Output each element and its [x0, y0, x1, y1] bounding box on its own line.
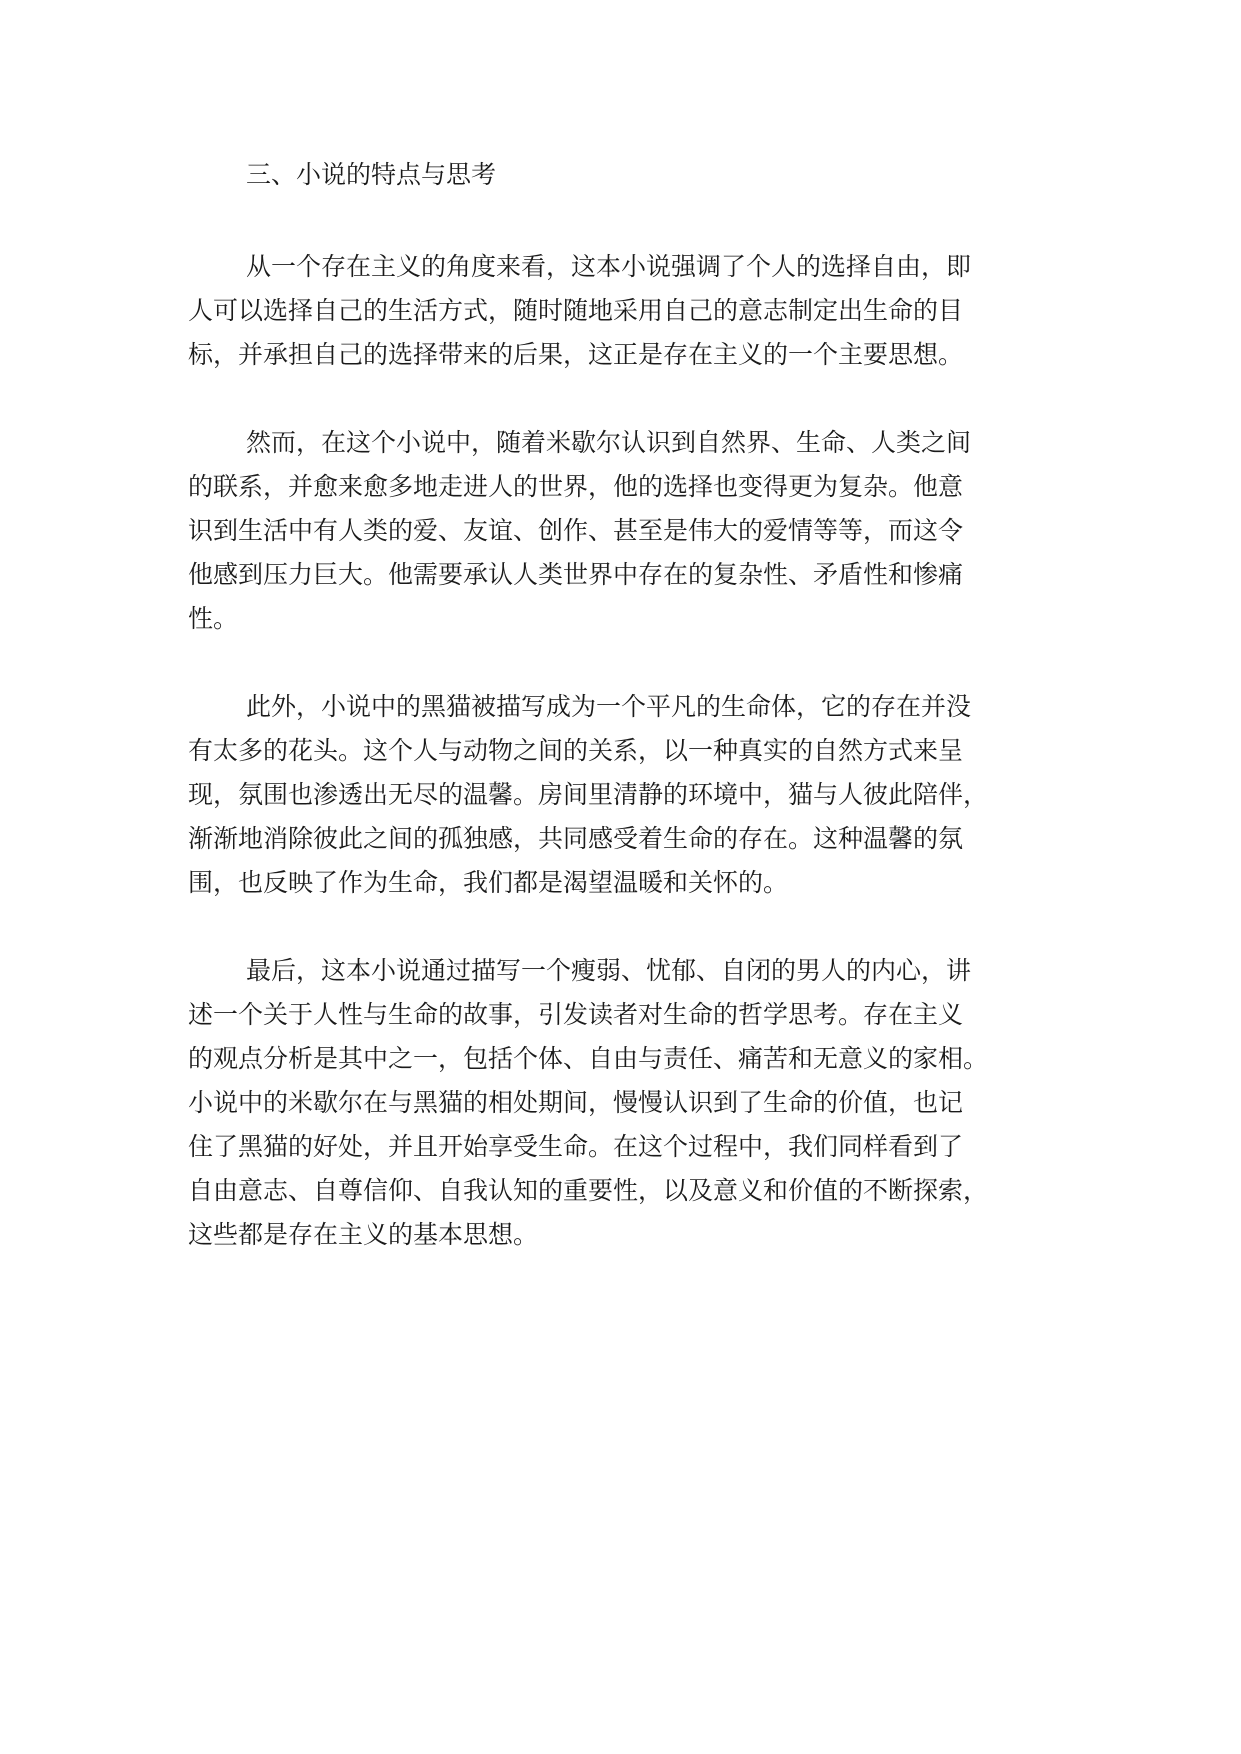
paragraph-line: 现，氛围也渗透出无尽的温馨。房间里清静的环境中，猫与人彼此陪伴，: [188, 780, 989, 809]
paragraph-line: 最后，这本小说通过描写一个瘦弱、忧郁、自闭的男人的内心，讲: [246, 956, 972, 985]
paragraph-line: 围，也反映了作为生命，我们都是渴望温暖和关怀的。: [188, 868, 789, 897]
paragraph-line: 自由意志、自尊信仰、自我认知的重要性，以及意义和价值的不断探索，: [188, 1176, 989, 1205]
paragraph-line: 标，并承担自己的选择带来的后果，这正是存在主义的一个主要思想。: [188, 340, 964, 369]
paragraph-line: 从一个存在主义的角度来看，这本小说强调了个人的选择自由，即: [246, 252, 972, 281]
paragraph-line: 性。: [188, 604, 239, 633]
paragraph-2: [188, 421, 1088, 641]
paragraph-line: 的联系，并愈来愈多地走进人的世界，他的选择也变得更为复杂。他意: [188, 472, 964, 501]
paragraph-1: [188, 245, 1088, 377]
paragraph-line: 然而，在这个小说中，随着米歇尔认识到自然界、生命、人类之间: [246, 428, 972, 457]
paragraph-line: 识到生活中有人类的爱、友谊、创作、甚至是伟大的爱情等等，而这令: [188, 516, 964, 545]
paragraph-line: 此外，小说中的黑猫被描写成为一个平凡的生命体，它的存在并没: [246, 692, 972, 721]
paragraph-line: 他感到压力巨大。他需要承认人类世界中存在的复杂性、矛盾性和惨痛: [188, 560, 964, 589]
document-body: [188, 155, 1088, 1301]
paragraph-3: [188, 685, 1088, 905]
section-heading: 三、小说的特点与思考: [246, 160, 497, 189]
paragraph-line: 渐渐地消除彼此之间的孤独感，共同感受着生命的存在。这种温馨的氛: [188, 824, 964, 853]
paragraph-line: 人可以选择自己的生活方式，随时随地采用自己的意志制定出生命的目: [188, 296, 964, 325]
paragraph-line: 住了黑猫的好处，并且开始享受生命。在这个过程中，我们同样看到了: [188, 1132, 964, 1161]
paragraph-line: 小说中的米歇尔在与黑猫的相处期间，慢慢认识到了生命的价值，也记: [188, 1088, 964, 1117]
paragraph-line: 述一个关于人性与生命的故事，引发读者对生命的哲学思考。存在主义: [188, 1000, 964, 1029]
paragraph-line: 这些都是存在主义的基本思想。: [188, 1220, 539, 1249]
paragraph-line: 的观点分析是其中之一，包括个体、自由与责任、痛苦和无意义的家相。: [188, 1044, 989, 1073]
paragraph-line: 有太多的花头。这个人与动物之间的关系，以一种真实的自然方式来呈: [188, 736, 964, 765]
paragraph-4: [188, 949, 1088, 1257]
